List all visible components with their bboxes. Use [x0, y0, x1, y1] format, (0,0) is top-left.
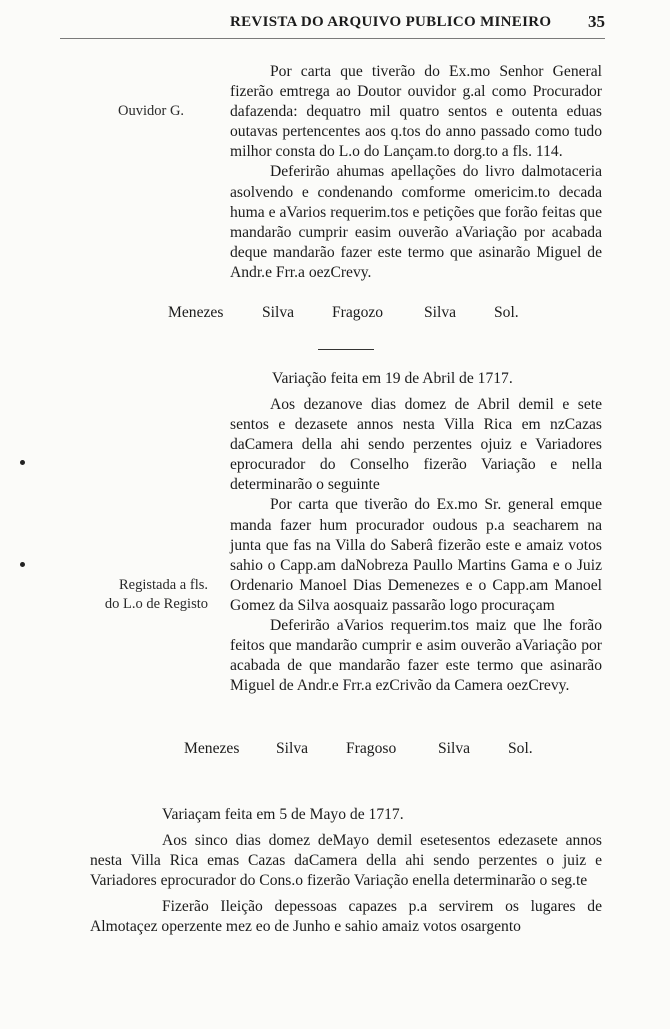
- page-number: 35: [588, 12, 605, 31]
- signature: Silva: [276, 740, 309, 757]
- entry2-signatures: [0, 740, 670, 762]
- paragraph: Deferirão aVarios requerim.tos maiz que lhe forão feitos que mandarão cumprir e asim ouverão aVariação por acabada de que mandarão fazer este termo que asinarão Miguel de Andr.e Frr.a ezCrivão da Camera oezCrevy.: [230, 617, 602, 695]
- signature: Silva: [424, 304, 457, 321]
- entry1-text: [230, 62, 602, 283]
- paragraph: Por carta que tiverão do Ex.mo Senhor General fizerão emtrega ao Doutor ouvidor g.al como Procurador dafazenda: dequatro mil quatro sentos e outenta eduas outavas pertencentes aos q.tos do anno passado como tudo milhor consta do L.o do Lançam.to dorg.to a fls. 114.: [230, 63, 602, 161]
- paragraph: Aos dezanove dias domez de Abril demil e sete sentos e dezasete annos nesta Villa Rica em nzCazas daCamera della ahi sendo perzentes ojuiz e Variadores eprocurador do Conselho fizerão Variação e nella determinarão o seguinte: [230, 396, 602, 494]
- signature: Menezes: [168, 304, 224, 321]
- running-title: REVISTA DO ARQUIVO PUBLICO MINEIRO: [230, 14, 552, 30]
- signature: Menezes: [184, 740, 240, 757]
- entry3-heading: Variaçam feita em 5 de Mayo de 1717.: [162, 806, 404, 823]
- signature: Fragoso: [346, 740, 397, 757]
- paragraph: Aos sinco dias domez deMayo demil esetesentos edezasete annos nesta Villa Rica emas Cazas daCamera della ahi sendo perzentes o juiz e Variadores eprocurador do Cons.o fizerão Variação enella determinarão o seg.te: [90, 832, 602, 890]
- margin-note-line: Registada a fls.: [119, 577, 208, 593]
- signature: Sol.: [508, 740, 533, 757]
- signature: Sol.: [494, 304, 519, 321]
- margin-dot: [20, 562, 25, 567]
- entry1-signatures: [0, 304, 670, 326]
- paragraph: Por carta que tiverão do Ex.mo Sr. general emque manda fazer hum procurador oudous p.a seacharem na junta que fas na Villa do Saberâ fizerão este e amaiz votos sahio o Capp.am daNobreza Paullo Martins Gama e o Juiz Ordenario Manoel Dias Demenezes e o Capp.am Manoel Gomez da Silva aosquaiz passarão logo procuraçam: [230, 496, 602, 614]
- entry2-text: [230, 395, 602, 696]
- entry3-text: [90, 831, 602, 937]
- signature: Silva: [262, 304, 295, 321]
- paragraph: Deferirão ahumas apellações do livro dalmotaceria asolvendo e condenando comforme omericim.to decada huma e aVarios requerim.tos e petições que forão feitas que mandarão cumprir easim ouverão aVariação por acabada deque mandarão fazer este termo que asinarão Miguel de Andr.e Frr.a oezCrevy.: [230, 163, 602, 281]
- signature: Fragozo: [332, 304, 384, 321]
- header-rule: [60, 38, 605, 39]
- entry2-heading: Variação feita em 19 de Abril de 1717.: [272, 370, 513, 387]
- margin-note-registada: [88, 576, 208, 614]
- signature: Silva: [438, 740, 471, 757]
- paragraph: Fizerão Ileição depessoas capazes p.a servirem os lugares de Almotaçez operzente mez eo de Junho e sahio amaiz votos osargento: [90, 898, 602, 936]
- margin-dot: [20, 460, 25, 465]
- section-separator: [318, 349, 374, 350]
- margin-note-ouvidor: Ouvidor G.: [118, 103, 185, 119]
- page-header: [60, 10, 605, 36]
- margin-note-line: do L.o de Registo: [104, 596, 208, 612]
